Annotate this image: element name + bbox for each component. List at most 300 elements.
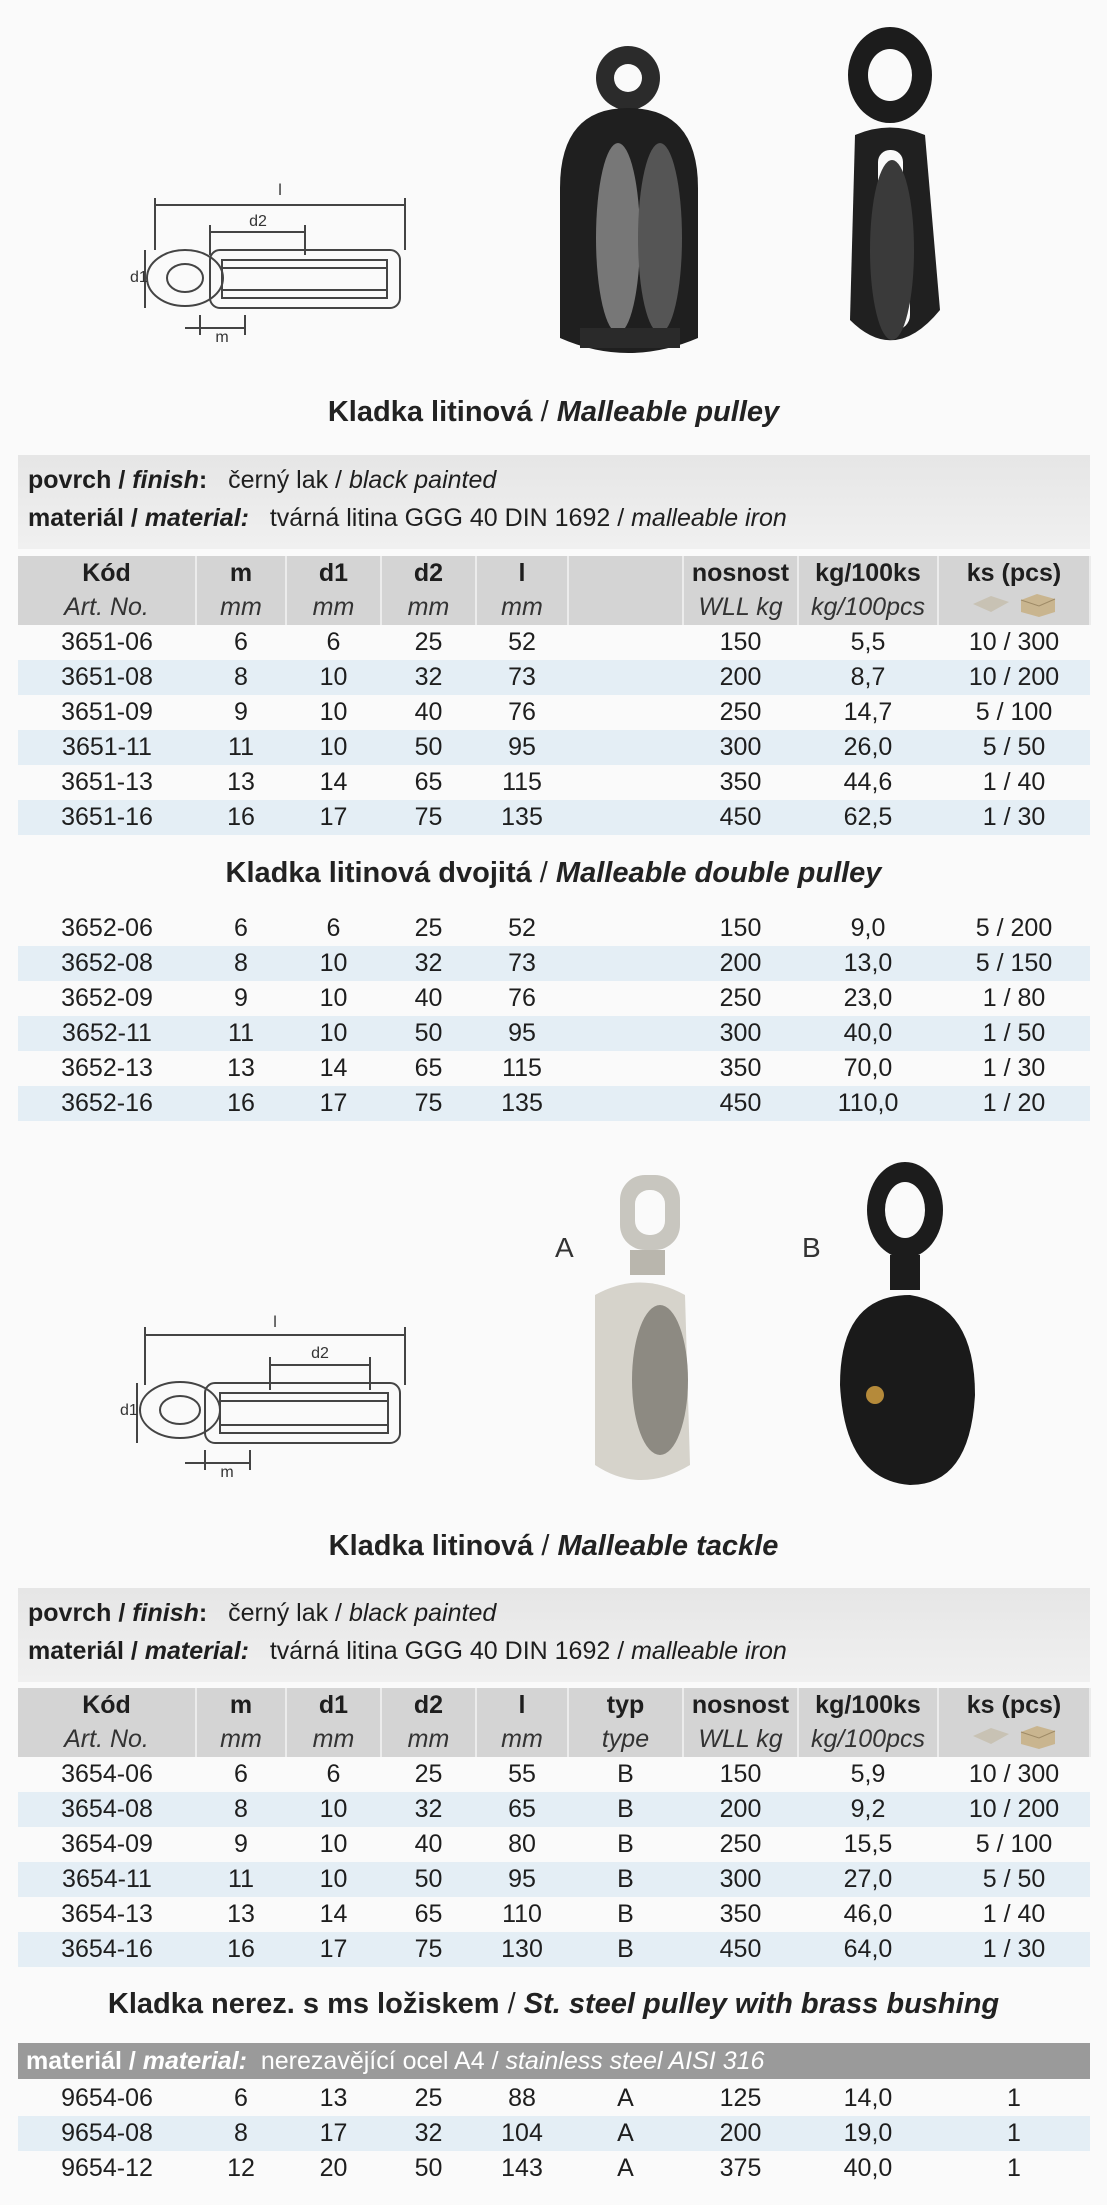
cell-d2: 25 [381,911,476,946]
dim-d2-label: d2 [249,213,267,230]
section4-title [0,1988,1107,2021]
cell-typ [568,1086,683,1121]
section1-table [18,556,1091,835]
cell-typ: B [568,1897,683,1932]
cell-kod: 9654-12 [18,2151,196,2186]
cell-d1: 10 [286,1827,381,1862]
cell-l: 73 [476,660,568,695]
cell-d1: 17 [286,800,381,835]
cell-kod: 3654-11 [18,1862,196,1897]
cell-nosnost: 250 [683,1827,798,1862]
column-header-d1: d1 [286,1688,381,1722]
section3-table [18,1688,1091,1967]
cell-m: 8 [196,1792,286,1827]
material-label-cz: materiál [28,1637,124,1665]
table-subheader-row [18,590,1090,625]
cell-nosnost: 250 [683,695,798,730]
cell-kg: 8,7 [798,660,938,695]
cell-d2: 75 [381,1086,476,1121]
table-row [18,1862,1090,1897]
dim-m-label-2: m [220,1464,234,1481]
material-value-cz: tvárná litina GGG 40 DIN 1692 [269,1637,611,1665]
cell-kod: 3651-06 [18,625,196,660]
column-subheader-m: mm [196,590,286,625]
section1-finish-line: povrch / finish: černý lak / black painted [28,466,497,494]
dim-l-label-2: l [273,1314,277,1331]
table-header-row [18,1688,1090,1722]
package-icons [938,1722,1090,1757]
section1-title [0,396,1107,429]
cell-typ: A [568,2116,683,2151]
cell-m: 9 [196,1827,286,1862]
cell-d2: 50 [381,2151,476,2186]
cell-kg: 40,0 [798,1016,938,1051]
cell-typ [568,800,683,835]
column-subheader-d1: mm [286,590,381,625]
section3-title-en: Malleable tackle [557,1530,779,1562]
cell-ks: 10 / 300 [938,1757,1090,1792]
table-row [18,1016,1090,1051]
cell-typ [568,981,683,1016]
cell-kg: 40,0 [798,2151,938,2186]
finish-label-en: finish [132,1599,199,1627]
cell-d2: 65 [381,1897,476,1932]
section3-finish-line: povrch / finish: černý lak / black painted [28,1599,497,1627]
material-value-en: malleable iron [631,504,787,532]
cell-ks: 1 / 40 [938,1897,1090,1932]
column-header-m: m [196,1688,286,1722]
cell-d1: 17 [286,1086,381,1121]
cell-l: 115 [476,1051,568,1086]
cell-kg: 13,0 [798,946,938,981]
cell-kg: 5,9 [798,1757,938,1792]
cell-kod: 3651-09 [18,695,196,730]
cell-ks: 1 / 20 [938,1086,1090,1121]
material-label-en: material: [144,504,249,532]
finish-value-cz: černý lak [228,466,329,494]
cell-nosnost: 150 [683,625,798,660]
material-value-en: malleable iron [631,1637,787,1665]
dim-d1-label: d1 [130,269,148,286]
cell-d2: 65 [381,765,476,800]
cell-m: 11 [196,1016,286,1051]
cell-d2: 32 [381,1792,476,1827]
cell-kg: 70,0 [798,1051,938,1086]
cell-m: 8 [196,2116,286,2151]
black-tackle-photo [820,1155,990,1490]
section2-title-en: Malleable double pulley [555,857,882,889]
cell-m: 13 [196,1051,286,1086]
cell-l: 95 [476,1862,568,1897]
cell-d1: 10 [286,946,381,981]
cell-ks: 1 [938,2151,1090,2186]
tackle-dimension-drawing [120,1305,425,1481]
table-row [18,1051,1090,1086]
cell-kg: 9,2 [798,1792,938,1827]
table-row [18,1086,1090,1121]
cell-nosnost: 350 [683,765,798,800]
cell-kod: 3654-09 [18,1827,196,1862]
section1-info-box [18,455,1090,549]
cell-d1: 14 [286,765,381,800]
table-row [18,695,1090,730]
section1-title-cz: Kladka litinová [327,396,533,428]
cell-kg: 26,0 [798,730,938,765]
table-row [18,800,1090,835]
cell-l: 130 [476,1932,568,1967]
cell-kod: 3652-16 [18,1086,196,1121]
column-header-typ [568,556,683,590]
cell-l: 104 [476,2116,568,2151]
table-header-row [18,556,1090,590]
table-row [18,2116,1090,2151]
cell-typ [568,660,683,695]
cell-kod: 9654-08 [18,2116,196,2151]
cell-kg: 9,0 [798,911,938,946]
material-value-cz: tvárná litina GGG 40 DIN 1692 [269,504,611,532]
cell-d2: 40 [381,1827,476,1862]
table-row [18,1897,1090,1932]
cell-ks: 1 / 40 [938,765,1090,800]
cell-nosnost: 150 [683,1757,798,1792]
cell-kg: 46,0 [798,1897,938,1932]
column-header-d2: d2 [381,556,476,590]
cell-nosnost: 450 [683,1932,798,1967]
section2-title-cz: Kladka litinová dvojitá [225,857,532,889]
cell-d1: 14 [286,1897,381,1932]
cell-ks: 10 / 200 [938,660,1090,695]
cell-kod: 9654-06 [18,2081,196,2116]
section3-material-line: materiál / material: tvárná litina GGG 40 DIN 1692 / malleable iron [28,1637,787,1665]
column-header-ks: ks (pcs) [938,1688,1090,1722]
cell-nosnost: 350 [683,1051,798,1086]
material-value-cz: nerezavějící ocel A4 [260,2047,485,2075]
dim-d1-label-2: d1 [120,1402,138,1419]
cell-kg: 110,0 [798,1086,938,1121]
cell-typ [568,1016,683,1051]
column-header-m: m [196,556,286,590]
cell-d1: 13 [286,2081,381,2116]
section4-material-banner: materiál / material: nerezavějící ocel A4 / stainless steel AISI 316 [18,2043,1090,2079]
cell-ks: 5 / 150 [938,946,1090,981]
cell-nosnost: 300 [683,730,798,765]
cell-l: 55 [476,1757,568,1792]
cell-typ [568,730,683,765]
cell-nosnost: 450 [683,1086,798,1121]
cell-nosnost: 350 [683,1897,798,1932]
section4-title-en: St. steel pulley with brass bushing [523,1988,1000,2020]
cell-typ: A [568,2081,683,2116]
table-row [18,1932,1090,1967]
cell-d2: 50 [381,1016,476,1051]
cell-l: 143 [476,2151,568,2186]
cell-typ [568,946,683,981]
section4-table [18,2081,1090,2186]
cell-ks: 1 [938,2081,1090,2116]
cell-ks: 1 / 30 [938,1051,1090,1086]
cell-kod: 3651-13 [18,765,196,800]
column-subheader-nosnost: WLL kg [683,1722,798,1757]
section4-title-sep: / [507,1988,516,2020]
box-package-icon [969,590,1059,618]
cell-d1: 10 [286,1016,381,1051]
cell-kg: 14,0 [798,2081,938,2116]
pulley-dimension-drawing [130,170,430,346]
column-header-nosnost: nosnost [683,556,798,590]
cell-d1: 6 [286,625,381,660]
column-subheader-typ: type [568,1722,683,1757]
section1-material-line: materiál / material: tvárná litina GGG 40 DIN 1692 / malleable iron [28,504,787,532]
column-header-nosnost: nosnost [683,1688,798,1722]
cell-typ: B [568,1862,683,1897]
cell-l: 52 [476,911,568,946]
cell-l: 80 [476,1827,568,1862]
cell-typ: B [568,1792,683,1827]
section1-title-sep: / [540,396,549,428]
table-row [18,981,1090,1016]
cell-nosnost: 300 [683,1016,798,1051]
cell-typ [568,911,683,946]
column-subheader-m: mm [196,1722,286,1757]
cell-d1: 10 [286,981,381,1016]
material-value-en: stainless steel AISI 316 [505,2047,765,2075]
pulley-side-photo [820,20,970,365]
cell-m: 8 [196,946,286,981]
cell-nosnost: 200 [683,1792,798,1827]
table-row [18,765,1090,800]
cell-l: 76 [476,695,568,730]
cell-m: 16 [196,1932,286,1967]
cell-kod: 3651-16 [18,800,196,835]
section2-title [0,857,1107,890]
table-subheader-row [18,1722,1090,1757]
cell-m: 9 [196,981,286,1016]
cell-kg: 44,6 [798,765,938,800]
cell-d2: 65 [381,1051,476,1086]
material-label-cz: materiál [28,504,124,532]
cell-ks: 10 / 200 [938,1792,1090,1827]
cell-m: 6 [196,2081,286,2116]
cell-d2: 25 [381,1757,476,1792]
cell-m: 6 [196,625,286,660]
cell-nosnost: 125 [683,2081,798,2116]
cell-ks: 1 / 30 [938,1932,1090,1967]
cell-nosnost: 375 [683,2151,798,2186]
table-row [18,660,1090,695]
finish-value-en: black painted [348,1599,497,1627]
cell-kod: 3652-11 [18,1016,196,1051]
column-header-kod: Kód [18,556,196,590]
cell-d1: 17 [286,2116,381,2151]
column-subheader-kg: kg/100pcs [798,590,938,625]
column-subheader-typ [568,590,683,625]
column-subheader-kod: Art. No. [18,590,196,625]
cell-typ: A [568,2151,683,2186]
column-header-l: l [476,1688,568,1722]
cell-l: 95 [476,1016,568,1051]
cell-ks: 5 / 100 [938,695,1090,730]
cell-l: 115 [476,765,568,800]
cell-kod: 3652-06 [18,911,196,946]
stainless-pulley-photo [580,1165,715,1490]
cell-kod: 3654-06 [18,1757,196,1792]
cell-typ: B [568,1932,683,1967]
cell-l: 52 [476,625,568,660]
material-label-en: material: [142,2047,247,2075]
cell-nosnost: 300 [683,1862,798,1897]
cell-m: 11 [196,730,286,765]
cell-nosnost: 250 [683,981,798,1016]
cell-l: 95 [476,730,568,765]
cell-kod: 3651-11 [18,730,196,765]
section3-title-sep: / [541,1530,550,1562]
cell-l: 110 [476,1897,568,1932]
section4-title-cz: Kladka nerez. s ms ložiskem [107,1988,500,2020]
finish-label-cz: povrch [28,466,112,494]
finish-value-cz: černý lak [228,1599,329,1627]
column-header-d1: d1 [286,556,381,590]
column-header-ks: ks (pcs) [938,556,1090,590]
cell-m: 6 [196,1757,286,1792]
column-header-kg: kg/100ks [798,1688,938,1722]
cell-kg: 64,0 [798,1932,938,1967]
cell-d1: 6 [286,911,381,946]
cell-nosnost: 200 [683,946,798,981]
column-subheader-d2: mm [381,1722,476,1757]
cell-l: 76 [476,981,568,1016]
cell-nosnost: 450 [683,800,798,835]
column-header-kg: kg/100ks [798,556,938,590]
table-row [18,946,1090,981]
cell-kg: 27,0 [798,1862,938,1897]
dim-m-label: m [215,329,229,346]
double-pulley-photo [520,38,735,363]
cell-kg: 19,0 [798,2116,938,2151]
section3-title-cz: Kladka litinová [328,1530,534,1562]
cell-d2: 75 [381,1932,476,1967]
material-label-cz: materiál [26,2047,122,2075]
cell-d1: 20 [286,2151,381,2186]
column-header-d2: d2 [381,1688,476,1722]
cell-kod: 3652-08 [18,946,196,981]
cell-l: 88 [476,2081,568,2116]
cell-kod: 3652-13 [18,1051,196,1086]
cell-kod: 3652-09 [18,981,196,1016]
cell-kod: 3654-13 [18,1897,196,1932]
cell-m: 11 [196,1862,286,1897]
cell-d2: 40 [381,695,476,730]
cell-typ: B [568,1757,683,1792]
cell-kg: 23,0 [798,981,938,1016]
cell-m: 16 [196,1086,286,1121]
cell-l: 65 [476,1792,568,1827]
cell-d1: 10 [286,1792,381,1827]
cell-d1: 10 [286,660,381,695]
cell-ks: 1 / 50 [938,1016,1090,1051]
cell-kg: 62,5 [798,800,938,835]
section3-title [0,1530,1107,1563]
photo-label-b: B [802,1232,821,1263]
finish-value-en: black painted [348,466,497,494]
cell-typ [568,625,683,660]
cell-d1: 10 [286,730,381,765]
cell-m: 16 [196,800,286,835]
cell-d1: 6 [286,1757,381,1792]
section1-title-en: Malleable pulley [556,396,780,428]
cell-typ [568,695,683,730]
dim-l-label: l [278,182,282,199]
column-subheader-kod: Art. No. [18,1722,196,1757]
cell-typ: B [568,1827,683,1862]
table-row [18,625,1090,660]
cell-ks: 1 [938,2116,1090,2151]
cell-kg: 14,7 [798,695,938,730]
table-row [18,911,1090,946]
finish-label-cz: povrch [28,1599,112,1627]
cell-nosnost: 200 [683,2116,798,2151]
cell-ks: 5 / 200 [938,911,1090,946]
cell-ks: 1 / 30 [938,800,1090,835]
cell-kod: 3651-08 [18,660,196,695]
cell-d2: 75 [381,800,476,835]
table-row [18,1792,1090,1827]
cell-l: 135 [476,1086,568,1121]
finish-label-en: finish [132,466,199,494]
cell-ks: 5 / 50 [938,730,1090,765]
cell-ks: 10 / 300 [938,625,1090,660]
cell-m: 13 [196,765,286,800]
cell-kod: 3654-16 [18,1932,196,1967]
cell-nosnost: 150 [683,911,798,946]
cell-l: 73 [476,946,568,981]
photo-label-a: A [555,1232,574,1263]
cell-d1: 14 [286,1051,381,1086]
cell-l: 135 [476,800,568,835]
section2-table [18,911,1090,1121]
cell-d2: 32 [381,2116,476,2151]
table-row [18,730,1090,765]
cell-m: 12 [196,2151,286,2186]
cell-kod: 3654-08 [18,1792,196,1827]
cell-ks: 5 / 50 [938,1862,1090,1897]
column-subheader-d1: mm [286,1722,381,1757]
cell-d1: 17 [286,1932,381,1967]
cell-kg: 15,5 [798,1827,938,1862]
table-row [18,2081,1090,2116]
section3-info-box [18,1588,1090,1682]
cell-d2: 50 [381,1862,476,1897]
cell-d2: 50 [381,730,476,765]
section2-title-sep: / [539,857,548,889]
column-header-typ: typ [568,1688,683,1722]
column-header-kod: Kód [18,1688,196,1722]
cell-nosnost: 200 [683,660,798,695]
column-subheader-kg: kg/100pcs [798,1722,938,1757]
cell-d1: 10 [286,1862,381,1897]
column-subheader-nosnost: WLL kg [683,590,798,625]
box-package-icon [969,1722,1059,1750]
cell-typ [568,1051,683,1086]
cell-d2: 25 [381,625,476,660]
material-label-en: material: [144,1637,249,1665]
cell-d1: 10 [286,695,381,730]
cell-m: 13 [196,1897,286,1932]
table-row [18,1757,1090,1792]
cell-ks: 5 / 100 [938,1827,1090,1862]
column-header-l: l [476,556,568,590]
cell-d2: 32 [381,660,476,695]
dim-d2-label-2: d2 [311,1345,329,1362]
